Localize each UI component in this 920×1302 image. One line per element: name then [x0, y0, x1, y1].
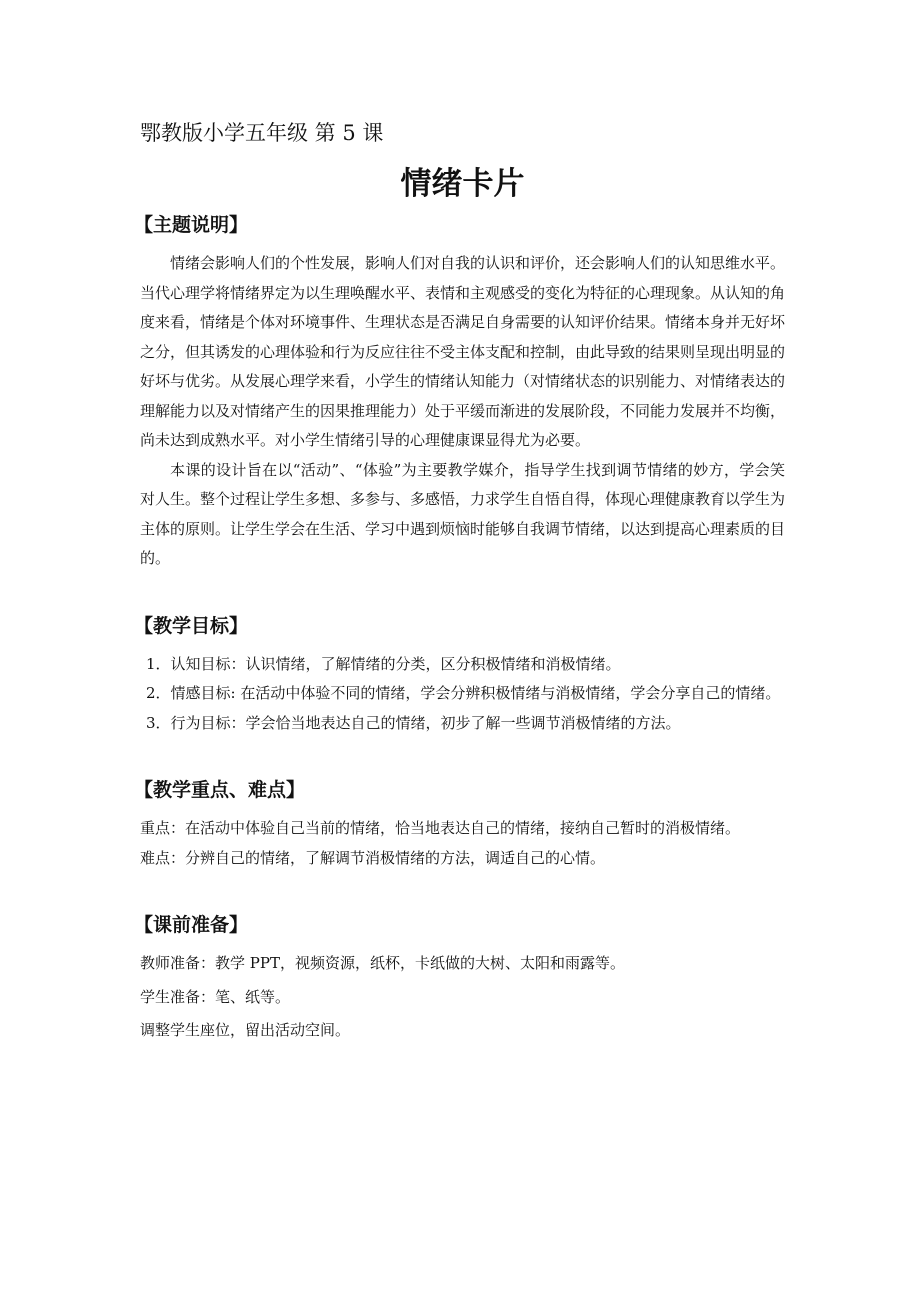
- teacher-preparation: 教师准备：教学 PPT，视频资源，纸杯，卡纸做的大树、太阳和雨露等。: [140, 954, 625, 972]
- focus-text: 重点：在活动中体验自己当前的情绪，恰当地表达自己的情绪，接纳自己暂时的消极情绪。: [140, 819, 741, 837]
- document-title: 情绪卡片: [400, 166, 525, 202]
- goal-item-3: 3．行为目标：学会恰当地表达自己的情绪，初步了解一些调节消极情绪的方法。: [146, 713, 681, 732]
- theme-paragraph-1: 情绪会影响人们的个性发展，影响人们对自我的认识和评价，还会影响人们的认知思维水平。当代心理学将情绪界定为以生理唤醒水平、表情和主观感受的变化为特征的心理现象。从认知的角度来看，情绪是个体对环境事件、生理状态是否满足自身需要的认知评价结果。情绪本身并无好坏之分，但其诱发的心理体验和行为反应往往不受主体支配和控制，由此导致的结果则呈现出明显的好坏与优劣。从发展心理学来看，小学生的情绪认知能力（对情绪状态的识别能力、对情绪表达的理解能力以及对情绪产生的因果推理能力）处于平缓而渐进的发展阶段，不同能力发展并不均衡，尚未达到成熟水平。对小学生情绪引导的心理健康课显得尤为必要。: [140, 254, 786, 449]
- difficulty-text: 难点：分辨自己的情绪，了解调节消极情绪的方法，调适自己的心情。: [140, 848, 606, 867]
- section-heading-keypoints: 【教学重点、难点】: [134, 779, 306, 801]
- student-preparation: 学生准备：笔、纸等。: [140, 987, 291, 1006]
- document-page: [134, 118, 786, 1046]
- goal-item-1: 1．认知目标：认识情绪，了解情绪的分类，区分积极情绪和消极情绪。: [146, 654, 621, 673]
- seating-arrangement: 调整学生座位，留出活动空间。: [140, 1021, 351, 1039]
- section-theme: [134, 210, 786, 574]
- course-header: 鄂教版小学五年级 第 5 课: [140, 121, 384, 145]
- goal-item-2: 2．情感目标: 在活动中体验不同的情绪，学会分辨积极情绪与消极情绪，学会分享自己的情绪。: [146, 684, 781, 702]
- section-heading-preparation: 【课前准备】: [134, 914, 249, 936]
- section-heading-theme: 【主题说明】: [134, 214, 249, 236]
- section-heading-goals: 【教学目标】: [134, 614, 249, 637]
- section-keypoints: [134, 775, 785, 873]
- section-preparation: [134, 910, 785, 1046]
- theme-paragraph-2: 本课的设计旨在以“活动”、“体验”为主要教学媒介，指导学生找到调节情绪的妙方，学会笑对人生。整个过程让学生多想、多参与、多感悟，力求学生自悟自得，体现心理健康教育以学生为主体的原则。让学生学会在生活、学习中遇到烦恼时能够自我调节情绪，以达到提高心理素质的目的。: [140, 460, 786, 567]
- section-goals: [134, 611, 785, 739]
